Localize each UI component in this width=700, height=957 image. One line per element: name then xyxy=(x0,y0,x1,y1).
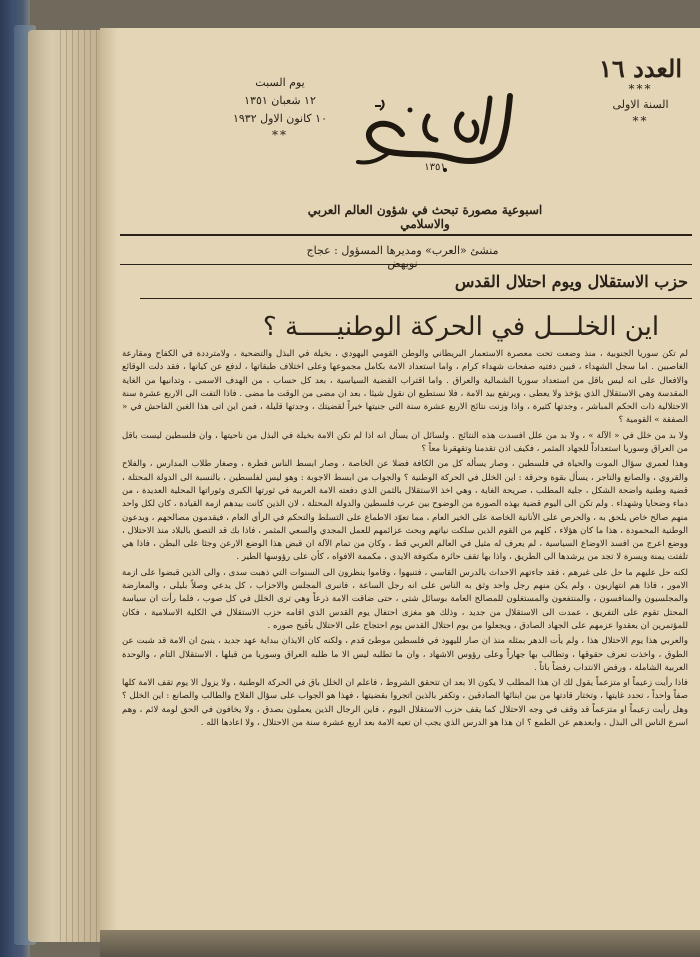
editor-rule xyxy=(120,264,692,265)
masthead-logo xyxy=(350,86,525,181)
masthead-issue-block xyxy=(593,56,688,128)
article-paragraph: لكنه حل عليهم ما حل على غيرهم ، فقد جاءتهم الاحداث بالدرس القاسي ، فتنبهوا ، وقاموا ينظرون الى السنوات التي ذهبت سدى ، والى الذين قبضوا على ازمة الامور ، فاذا هم انتهازيون ، ولم يكن منهم رجل واحد وثق به الناس على انه رجل الساعة ، فانبرى المجلس والاحزاب ، كل يدعي وصلاً بليلى ، والمعارضة والمجلسيون والمنافسون ، والمنتفعون والمستغلون للمصالح العامة بوسائل شتى ، حتى ضاقت الامة ذرعاً وهي ترى الخلل في كل صوب ، فلما رأت ان سياسة المحتل تقوم على التفريق ، عمدت الى الاستقلال من جديد ، وذلك هو مغزى احتفال يوم القدس الذي اقامه حزب الاستقلال في الكلية الاسلامية ، فكان للمؤتمرين ان يعقدوا عزمهم على الجهاد الصادق ، ويجعلوا من يوم احتلال القدس يوم احتجاج على الاحتلال بأقبح صوره . xyxy=(122,567,689,631)
editor-line: منشئ «العرب» ومديرها المسؤول : عجاج نويهض xyxy=(306,244,499,270)
page-edge-lines xyxy=(60,30,100,942)
tagline: اسبوعية مصورة تبحث في شؤون العالم العربي والاسلامي xyxy=(307,203,543,231)
stars-decoration: *** xyxy=(628,82,653,96)
hijri-date: ١٢ شعبان ١٣٥١ xyxy=(244,94,316,107)
gregorian-date: ١٠ كانون الاول ١٩٣٢ xyxy=(232,112,327,125)
article-paragraph: وهذا لعمري سؤال الموت والحياة في فلسطين ، وصار يسأله كل من الكافة فضلا عن الخاصة ، وصار ابسط الناس فطرة ، وصغار طلاب المدارس ، والفلاح والقروي ، والصانع والتاجر ، يسأل بقوة وحرقة : اين الخلل في الحركة الوطنية ؟ والجواب من ابسط الاجوبة : وهو ليس لفلسطين ، بالنسبة الى الدولة المحتلة ، قضية وطنية واضحة الشكل ، جلية المطلب ، صريحة الغاية ، وهي اخذ الاستقلال بالثمن الذي دفعته الامة العربية في ثورتها الكبرى وثوراتها المحلية العديدة ، من دماء وضحايا وشهداء . ولم تكن الى اليوم قضية بهذه الصورة من الوضوح بين عرب فلسطين والدولة المحتلة ، لان الذين كانت بيدهم ازمة القيادة ، كان لكل واحد منهم صالح خاص يلحق به ، والحرص على الأنانية الخاصة على الخير العام ، مما تعوّد الاطماع على التسلط والتحكم في الرأي العام ، فيقدمون مصالحهم ، ويدعون الوطنية المحمودة ، هذا ما كان هؤلاء ، كلهم من القوم الذين سلكت نياتهم وبحث عزائمهم للعمل المجدي والسعي المثمر ، فاذا بك قد التصق بالبلاد منذ الاحتلال ، ووضع اعرج من افسد الاوضاع السياسية ، لم يعرف له مثيل في العالم العربي قط ، وكان من تمام الآلة ان قبض هذا الوضع الارعن وجثا على البطن ، فاذا هي تلفتت يمنة ويسرة لا تجد من يرشدها الى الطريق ، واذا بها تقف حائرة مكتوفة الايدي ، مكممة الافواه ، كأن على رؤوسها الطير . xyxy=(122,459,688,563)
article-title: اين الخلـــل في الحركة الوطنيـــــة ؟ xyxy=(262,312,660,342)
stars-decoration: ** xyxy=(632,114,649,128)
page-bottom-shadow xyxy=(100,930,700,957)
article-paragraph: فاذا رأيت زعيماً او متزعماً يقول لك ان هذا المطلب لا يكون الا بعد ان تتحقق الشروط ، فاعلم ان الخلل باق في الحركة الوطنية ، ولا يزول الا يوم تقف الامة كلها صفاً واحداً ، تحدد غايتها ، وتختار قادتها من بين ابنائها الصادقين ، وتكفر بالذين اتجروا بقضيتها ، فهذا هو الجواب على سؤال الفلاح والطالب والصانع : اين الخلل ؟ وهل رأيت زعيماً او متزعماً قد وقف في وجه الاحتلال كما يقف حزب الاستقلال اليوم ، فاين الرجال الذين يعملون بصدق ، ولا يخافون في الحق لومة لائم ، وهم اسرع الناس الى البذل ، وابعدهم عن الطمع ؟ ان هذا هو الدرس الذي يجب ان تعيه الامة بعد اربع عشرة سنة من الاحتلال ، ولا اعادها الله . xyxy=(122,678,688,729)
day-label: يوم السبت xyxy=(255,76,305,89)
logo-year: ١٣٥١ xyxy=(424,162,446,173)
masthead-rule xyxy=(120,234,692,236)
article-paragraph: ولا بد من خلل في « الآلة » ، ولا بد من علل افسدت هذه النتائج . ولسائل ان يسأل انه اذا لم تكن الامة بخيلة في البذل من ناحيتها ، وان فلسطين ليست باقل من العراق وسوريا استعداداً للجهاد المثمر ، فكيف اذن تقدمنا وتقهقرنا معاً ؟ xyxy=(122,430,688,455)
section-headline: حزب الاستقلال ويوم احتلال القدس xyxy=(454,272,688,291)
article-paragraph: والعربي هذا يوم الاحتلال هذا ، ولم يأت الدهر بمثله منذ ان صار لليهود في فلسطين موطئ قدم ، ولكنه كان الايذان ببداية عهد جديد ، ينبئ ان الامة قد شبت عن الطوق ، واخذت تعرف حقوقها ، وتطالب بها جهاراً وعلى رؤوس الاشهاد ، وان ما تطلبه ليس الا ما طلبه العراق وسوريا من قبلها ، الاستقلال التام ، والوحدة العربية الشاملة ، ورفض الانتداب رفضاً باتاً . xyxy=(122,636,688,673)
stars-decoration: ** xyxy=(272,128,288,142)
issue-number: العدد ١٦ xyxy=(599,54,682,83)
newspaper-page xyxy=(100,28,700,948)
year-label: السنة الاولى xyxy=(612,98,669,111)
article-body xyxy=(122,348,688,732)
headline-rule xyxy=(140,298,692,299)
article-paragraph: لم تكن سوريا الجنوبية ، منذ وضعت تحت معصرة الاستعمار البريطاني والوطن القومي اليهودي ، بخيلة في البذل والتضحية ، ولامترددة في الكفاح ومقارعة الغاصبين . اما سجل الشهداء ، فبين دفتيه صفحات شهداء كرام ، واما استعداد الامة بكامل مجموعها وعلى اختلاف طبقاتها ، لدفع عن كيانها ، فقد دلت الوقائع والافعال على انه ليس باقل من استعداد سوريا الشمالية والعراق . واما اقتراب القضية السياسية ، بعد كل حساب ، من الهدف الاسمى ، وتدانيها من الغاية المقدسة وهي الاستقلال الذي يؤخذ ولا يعطى ، ويرتفع بيد الامة ، فلا نستطيع ان نقول شيئا ، بعد ان مضى من الوقت ما مضى . فاذا التفت الى الاربع عشرة سنة الاحتلالية ذات الحكم المباشر ، وجدتها كثيرة ، واذا وزنت نتائج الاربع عشرة سنة التي جنيتها خيراً لقضيتك ، وجدتها قليلة ، فمن اين اتى هذا الغبن الفاحش في « الصفقة » القومية ؟ xyxy=(122,349,688,426)
masthead-date-block xyxy=(215,74,345,142)
